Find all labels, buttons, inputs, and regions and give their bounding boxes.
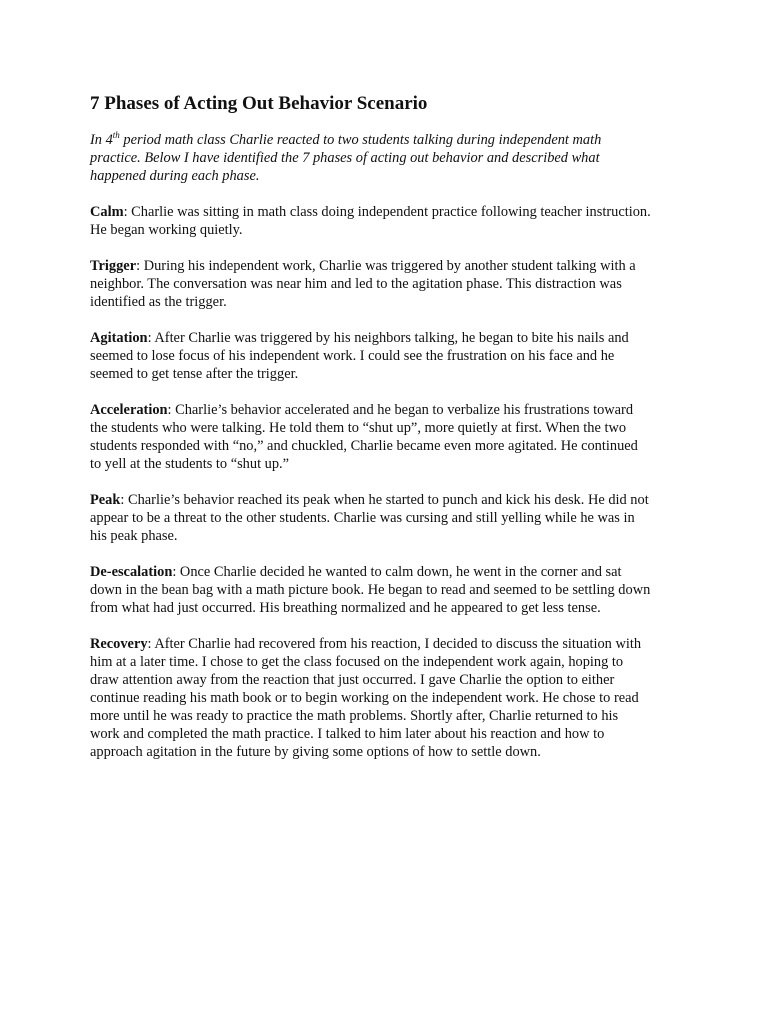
document-title: 7 Phases of Acting Out Behavior Scenario [90, 93, 428, 114]
phase-agitation: Agitation: After Charlie was triggered by his neighbors talking, he began to bite his nails and seemed to lose focus of his independent work. I could see the frustration on his face and he seemed to get tense after the trigger. [90, 330, 629, 382]
document-page [90, 92, 690, 779]
phase-term: Acceleration [90, 402, 168, 418]
phase-recovery: Recovery: After Charlie had recovered from his reaction, I decided to discuss the situation with him at a later time. I chose to get the class focused on the independent work again, hoping to draw attention away from the reaction that just occurred. I gave Charlie the option to either continue reading his math book or to begin working on the independent work. He chose to read more until he was ready to practice the math problems. Shortly after, Charlie returned to his work and completed the math practice. I talked to him later about his reaction and how to approach agitation in the future by giving some options of how to settle down. [90, 636, 642, 760]
phase-trigger: Trigger: During his independent work, Charlie was triggered by another student talking with a neighbor. The conversation was near him and led to the agitation phase. This distraction was identified as the trigger. [90, 258, 636, 310]
intro-paragraph [90, 131, 690, 185]
intro-line-1: In 4th period math class Charlie reacted to two students talking during independent math [90, 130, 602, 148]
phase-term: Agitation [90, 330, 148, 346]
phase-term: Peak [90, 492, 121, 508]
phase-calm: Calm: Charlie was sitting in math class doing independent practice following teacher instruction. He began working quietly. [90, 204, 651, 238]
phase-term: Calm [90, 204, 124, 220]
ordinal-superscript: th [112, 130, 120, 141]
intro-line-2: practice. Below I have identified the 7 phases of acting out behavior and described what [90, 150, 600, 166]
phase-term: Trigger [90, 258, 137, 274]
phase-term: Recovery [90, 636, 148, 652]
phase-peak: Peak: Charlie’s behavior reached its peak when he started to punch and kick his desk. He did not appear to be a threat to the other students. Charlie was cursing and still yelling while he was in his peak phase. [90, 492, 649, 544]
phase-acceleration: Acceleration: Charlie’s behavior accelerated and he began to verbalize his frustrations toward the students who were talking. He told them to “shut up”, more quietly at first. When the two students responded with “no,” and chuckled, Charlie became even more agitated. He continued to yell at the students to “shut up.” [90, 402, 638, 472]
intro-line-3: happened during each phase. [90, 168, 260, 184]
phase-term: De-escalation [90, 564, 173, 580]
phase-de-escalation: De-escalation: Once Charlie decided he wanted to calm down, he went in the corner and sat down in the bean bag with a math picture book. He began to read and seemed to be settling down from what had just occurred. His breathing normalized and he appeared to get less tense. [90, 564, 651, 616]
